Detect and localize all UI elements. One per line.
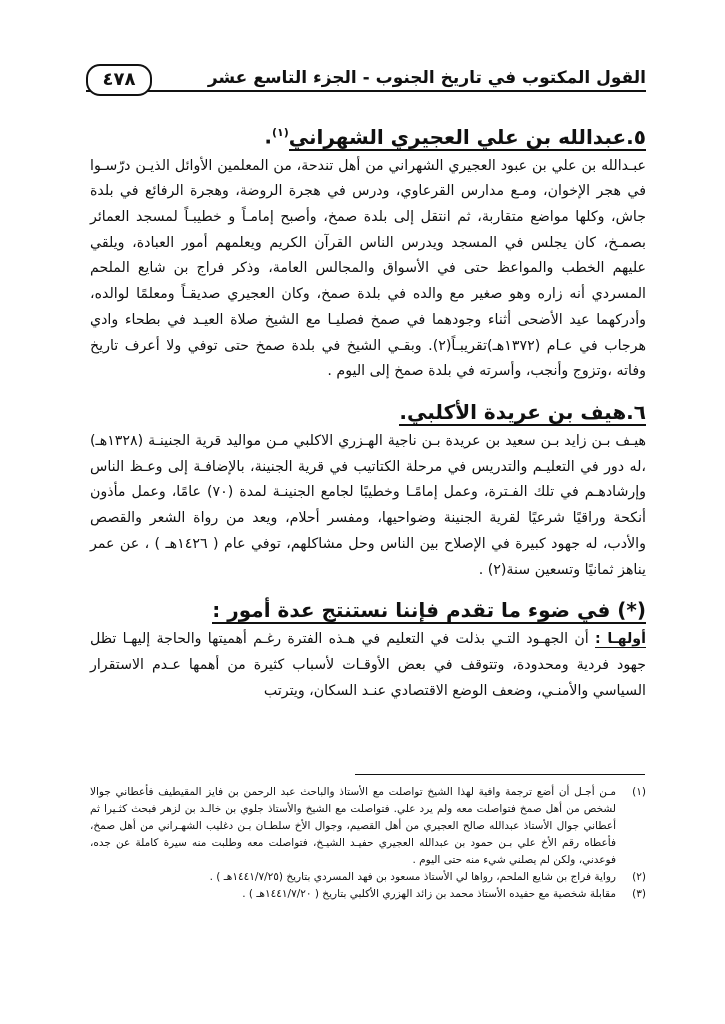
conclusion-lead: أولهـا : bbox=[595, 631, 646, 648]
footnote-3-number: (٣) bbox=[632, 888, 646, 900]
footnote-2-number: (٢) bbox=[632, 871, 646, 883]
section-heading-6-text: ٦.هيف بن عريدة الأكلبي. bbox=[399, 399, 646, 424]
footnote-3 bbox=[90, 886, 646, 903]
section-heading-5 bbox=[90, 116, 646, 154]
footnote-ref-1: (١) bbox=[271, 126, 289, 139]
section-heading-5-text: ٥.عبدالله بن علي العجيري الشهراني bbox=[288, 124, 646, 149]
footnote-2 bbox=[90, 869, 646, 886]
section-heading-5-tail: . bbox=[264, 124, 272, 149]
conclusion-heading-text: (*) في ضوء ما تقدم فإننا نستنتج عدة أمور : bbox=[212, 598, 646, 623]
section-body-6: هيـف بـن زايد بـن سعيد بن عريدة بـن ناجية الهـزري الاكلبي مـن مواليد قرية الجنينـة (١٣٢٨هـ) ،له دور في التعليـم والتدريس في مرحلة الكتاتيب في قرية الجنينة، بالإضافـة إلى وعـظ الناس وإرشادهـم في تلك الفـترة، وعمل إمامًـا وخطيبًا لجامع الجنينـة لمدة (٧٠) عامًا، وعمل مأذون أنكحة وراقيًا شرعيًا لقرية الجنينة وضواحيها، ومفسر أحلام، ويعد من رواة الشعر والقصص والأدب، له جهود كبيرة في الإصلاح بين الناس وحل مشاكلهم، توفي عام ( ١٤٢٦هـ ) ، عن عمر يناهز ثمانيًا وتسعين سنة(٢) . bbox=[90, 432, 646, 578]
footnote-3-text: مقابلة شخصية مع حفيده الأستاذ محمد بن زائد الهزري الأكلبي بتاريخ ( ١٤٤١/٧/٢٠هـ ) . bbox=[242, 888, 616, 900]
section-body-5: عبـدالله بن علي بن عبود العجيري الشهراني من أهل تندحة، من المعلمين الأوائل الذيـن درّسـوا في هجر الإخوان، ومـع مدارس القرعاوي، ودرس في هجرة الروضة، وهجرة الرفائع في بلدة جاش، وكلها مواضع متقاربة، ثم انتقل إلى بلدة صمخ، وأصبح إمامـاً و خطيبـاً لمسجد العمائر بصمـخ، كان يجلس في المسجد ويدرس الناس القرآن الكريم ويعلمهم أمور العبادة، ويلقي عليهم الخطب والمواعظ حتى في الأسواق والمجالس العامة، وذكر فراج بن شايع الملحم المسردي أنه زاره وهو صغير مع والده في بلدة صمخ، وكان العجيري صديقـاً ومعلمًا لوالده، وأدركهما عيد الأضحى أثناء وجودهما في صمخ فصليـا مع الشيخ صلاة العيـد في بطحاء وادي هرجاب في عـام (١٣٧٢هـ)تقريبـاً(٢). وبقـي الشيخ في بلدة صمخ حتى توفي ولا أعرف تاريخ وفاته ،وتزوج وأنجب، وأسرته في بلدة صمخ إلى اليوم . bbox=[90, 157, 646, 380]
conclusion-text: أن الجهـود التـي بذلت في التعليم في هـذه الفترة رغـم أهميتها والحاجة إليهـا تظل جهود فردية ومحدودة، وتتوقف في بعض الأوقـات لأسباب كثيرة من أهمها عـدم الاستقرار السياسي والأمنـي، وضعف الوضع الاقتصادي عنـد السكان، ويترتب bbox=[90, 631, 646, 699]
footnote-1-number: (١) bbox=[632, 786, 646, 798]
footnotes bbox=[90, 784, 646, 903]
footnote-1-text: مـن أجـل أن أضع ترجمة وافية لهذا الشيخ تواصلت مع الأستاذ والباحث عبد الرحمن بن فايز المقيطيف فأعطاني جوالا لشخص من أهل صمخ فتواصلت معه ولم يرد علي. فتواصلت مع الشيخ والأستاذ جلوي بن خالـد بن لزهر فبحث كثـيرا ثم أعطاني جوال الأستاذ عبدالله صالح العجيري من أهل القصيم، وجوال الأخ سلطـان بـن دغليب الشهـراني من أهل صمخ، فأعطاه رقم الأخ علي بـن حمود بن عبدالله العجيري حفيـد الشيـخ، فتواصلت معه وطلبت منه سيرة كاملة عن جده، فوعدني، ولكن لم يصلني شيء منه حتى اليوم . bbox=[90, 786, 616, 866]
footnote-2-text: رواية فراج بن شايع الملحم، رواها لي الأستاذ مسعود بن فهد المسردي بتاريخ (١٤٤١/٧/٢٥هـ ) . bbox=[209, 871, 616, 883]
footnote-1 bbox=[90, 784, 646, 869]
footnote-rule bbox=[355, 774, 645, 775]
section-heading-6 bbox=[90, 395, 646, 429]
book-title: القول المكتوب في تاريخ الجنوب - الجزء التاسع عشر bbox=[207, 68, 646, 88]
page-number: ٤٧٨ bbox=[86, 64, 152, 96]
conclusion-body bbox=[90, 627, 646, 704]
main-content bbox=[90, 116, 646, 704]
running-header bbox=[86, 64, 646, 98]
conclusion-heading bbox=[90, 593, 646, 627]
header-rule bbox=[86, 90, 646, 92]
